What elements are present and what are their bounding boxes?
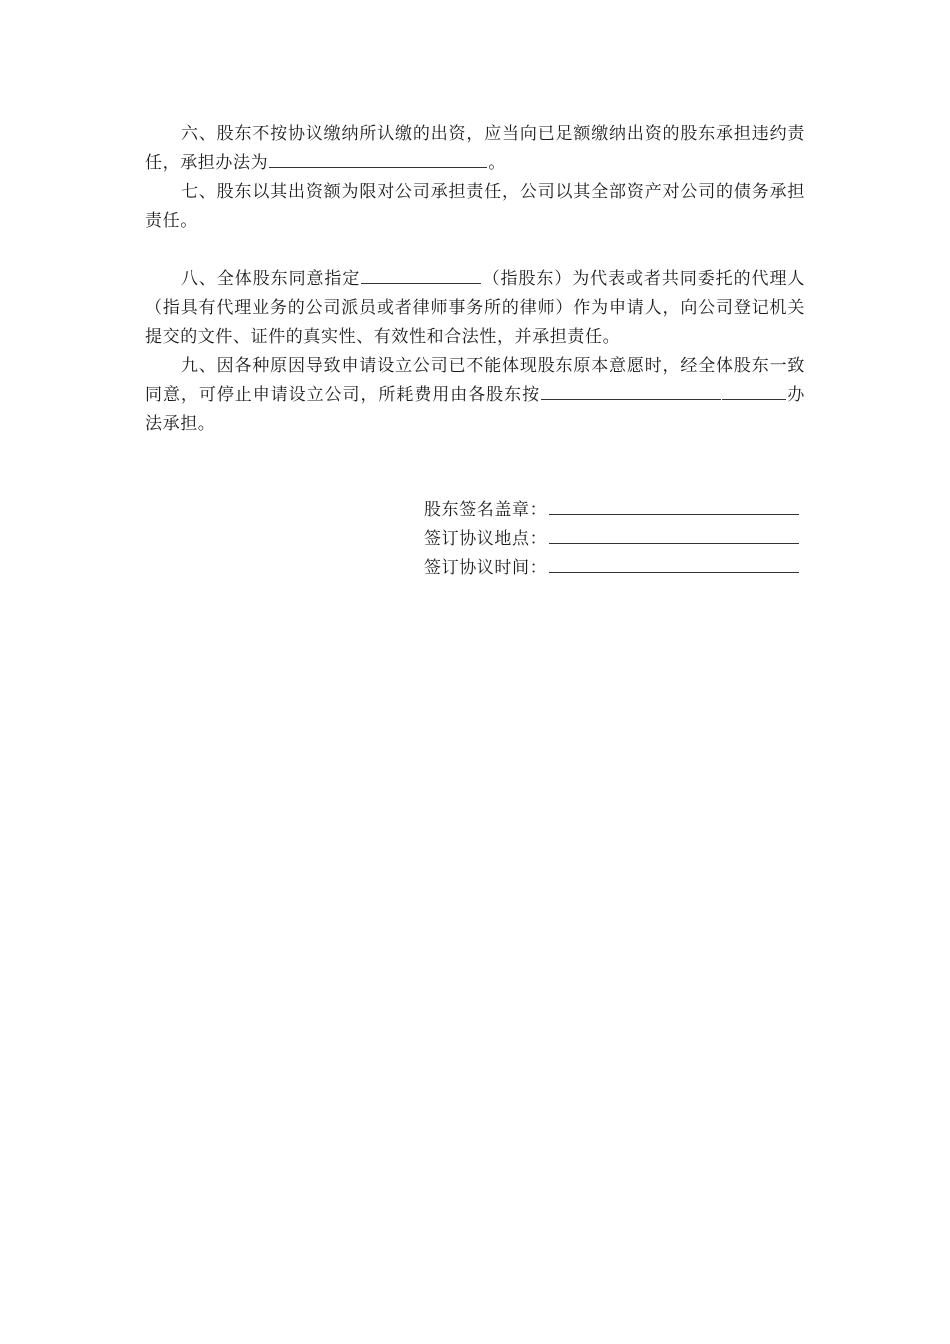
clause-eight	[145, 265, 805, 352]
signing-place-row	[424, 525, 809, 554]
clause-nine-blank-2	[722, 381, 786, 400]
clause-nine-text-start: 九、因各种原因导致申请设立公司已不能体现股东原本意愿时，经全体股东一致同意，可停止申请设立公司，所耗费用由各股东按	[145, 356, 805, 405]
clause-seven	[145, 178, 805, 236]
clause-six	[145, 120, 805, 178]
clause-nine-blank-1	[541, 381, 721, 400]
signing-place-label: 签订协议地点：	[424, 529, 548, 549]
clause-six-end: 。	[488, 153, 506, 173]
signing-time-row	[424, 554, 809, 583]
agreement-body	[145, 120, 805, 439]
signing-place-line	[549, 526, 799, 544]
signing-time-label: 签订协议时间：	[424, 558, 548, 578]
clause-nine-text-end: 办法承担。	[145, 385, 805, 434]
shareholder-signature-label: 股东签名盖章：	[424, 500, 548, 520]
shareholder-signature-row	[424, 496, 809, 525]
clause-seven-text: 七、股东以其出资额为限对公司承担责任，公司以其全部资产对公司的债务承担责任。	[145, 182, 805, 231]
clause-eight-text-start: 八、全体股东同意指定	[181, 269, 361, 289]
shareholder-signature-line	[549, 497, 799, 515]
signature-block	[424, 496, 809, 583]
clause-eight-blank	[361, 265, 481, 284]
signing-time-line	[549, 555, 799, 573]
clause-nine	[145, 352, 805, 439]
clause-six-text: 六、股东不按协议缴纳所认缴的出资，应当向已足额缴纳出资的股东承担违约责任，承担办法为	[145, 124, 805, 173]
clause-six-blank	[269, 149, 487, 168]
clause-eight-text-end: （指股东）为代表或者共同委托的代理人（指具有代理业务的公司派员或者律师事务所的律师）作为申请人，向公司登记机关提交的文件、证件的真实性、有效性和合法性，并承担责任。	[145, 269, 805, 347]
